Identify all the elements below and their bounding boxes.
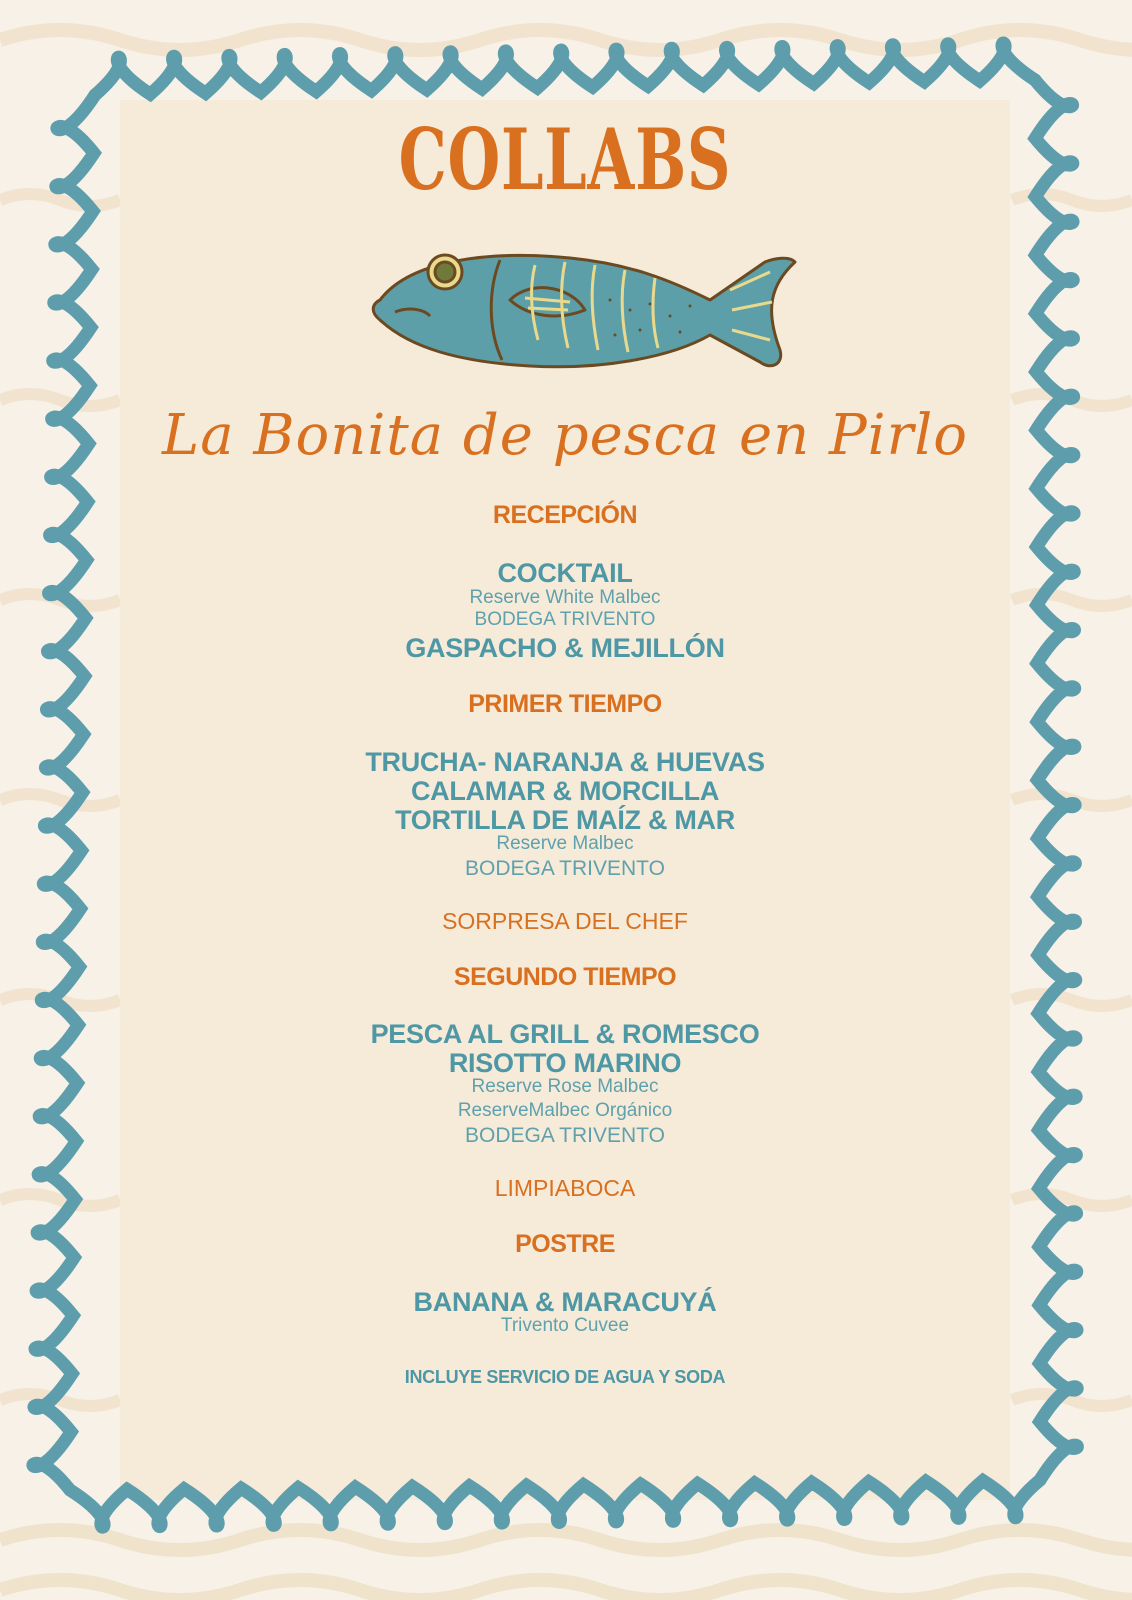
wine-pairing: Reserve Rose Malbec [471, 1076, 659, 1097]
service-note: INCLUYE SERVICIO DE AGUA Y SODA [404, 1367, 726, 1387]
dish-calamar: CALAMAR & MORCILLA [410, 776, 720, 806]
winery-name: BODEGA TRIVENTO [474, 609, 656, 630]
dish-pesca: PESCA AL GRILL & ROMESCO [370, 1019, 760, 1049]
winery-name: BODEGA TRIVENTO [465, 857, 665, 880]
wine-pairing: ReserveMalbec Orgánico [457, 1100, 673, 1121]
wine-pairing: Reserve Malbec [496, 833, 634, 854]
palate-cleanser: LIMPIABOCA [494, 1175, 636, 1201]
section-postre-title: POSTRE [515, 1230, 615, 1258]
chef-surprise: SORPRESA DEL CHEF [442, 908, 688, 934]
dish-banana: BANANA & MARACUYÁ [413, 1287, 717, 1317]
wine-pairing: Reserve White Malbec [469, 587, 661, 608]
dish-gaspacho: GASPACHO & MEJILLÓN [405, 633, 725, 663]
fish-illustration-icon [370, 240, 810, 390]
wine-pairing: Trivento Cuvee [500, 1315, 630, 1336]
section-segundo-title: SEGUNDO TIEMPO [453, 963, 677, 991]
brand-title: COLLABS [398, 110, 732, 209]
dish-cocktail: COCKTAIL [497, 558, 633, 588]
menu-content [120, 0, 1010, 1600]
dish-tortilla: TORTILLA DE MAÍZ & MAR [395, 805, 735, 835]
subtitle: La Bonita de pesca en Pirlo [162, 403, 968, 468]
section-primer-title: PRIMER TIEMPO [468, 690, 662, 718]
dish-risotto: RISOTTO MARINO [448, 1048, 682, 1078]
section-recepcion-title: RECEPCIÓN [492, 501, 638, 529]
dish-trucha: TRUCHA- NARANJA & HUEVAS [365, 747, 765, 777]
winery-name: BODEGA TRIVENTO [465, 1124, 665, 1147]
